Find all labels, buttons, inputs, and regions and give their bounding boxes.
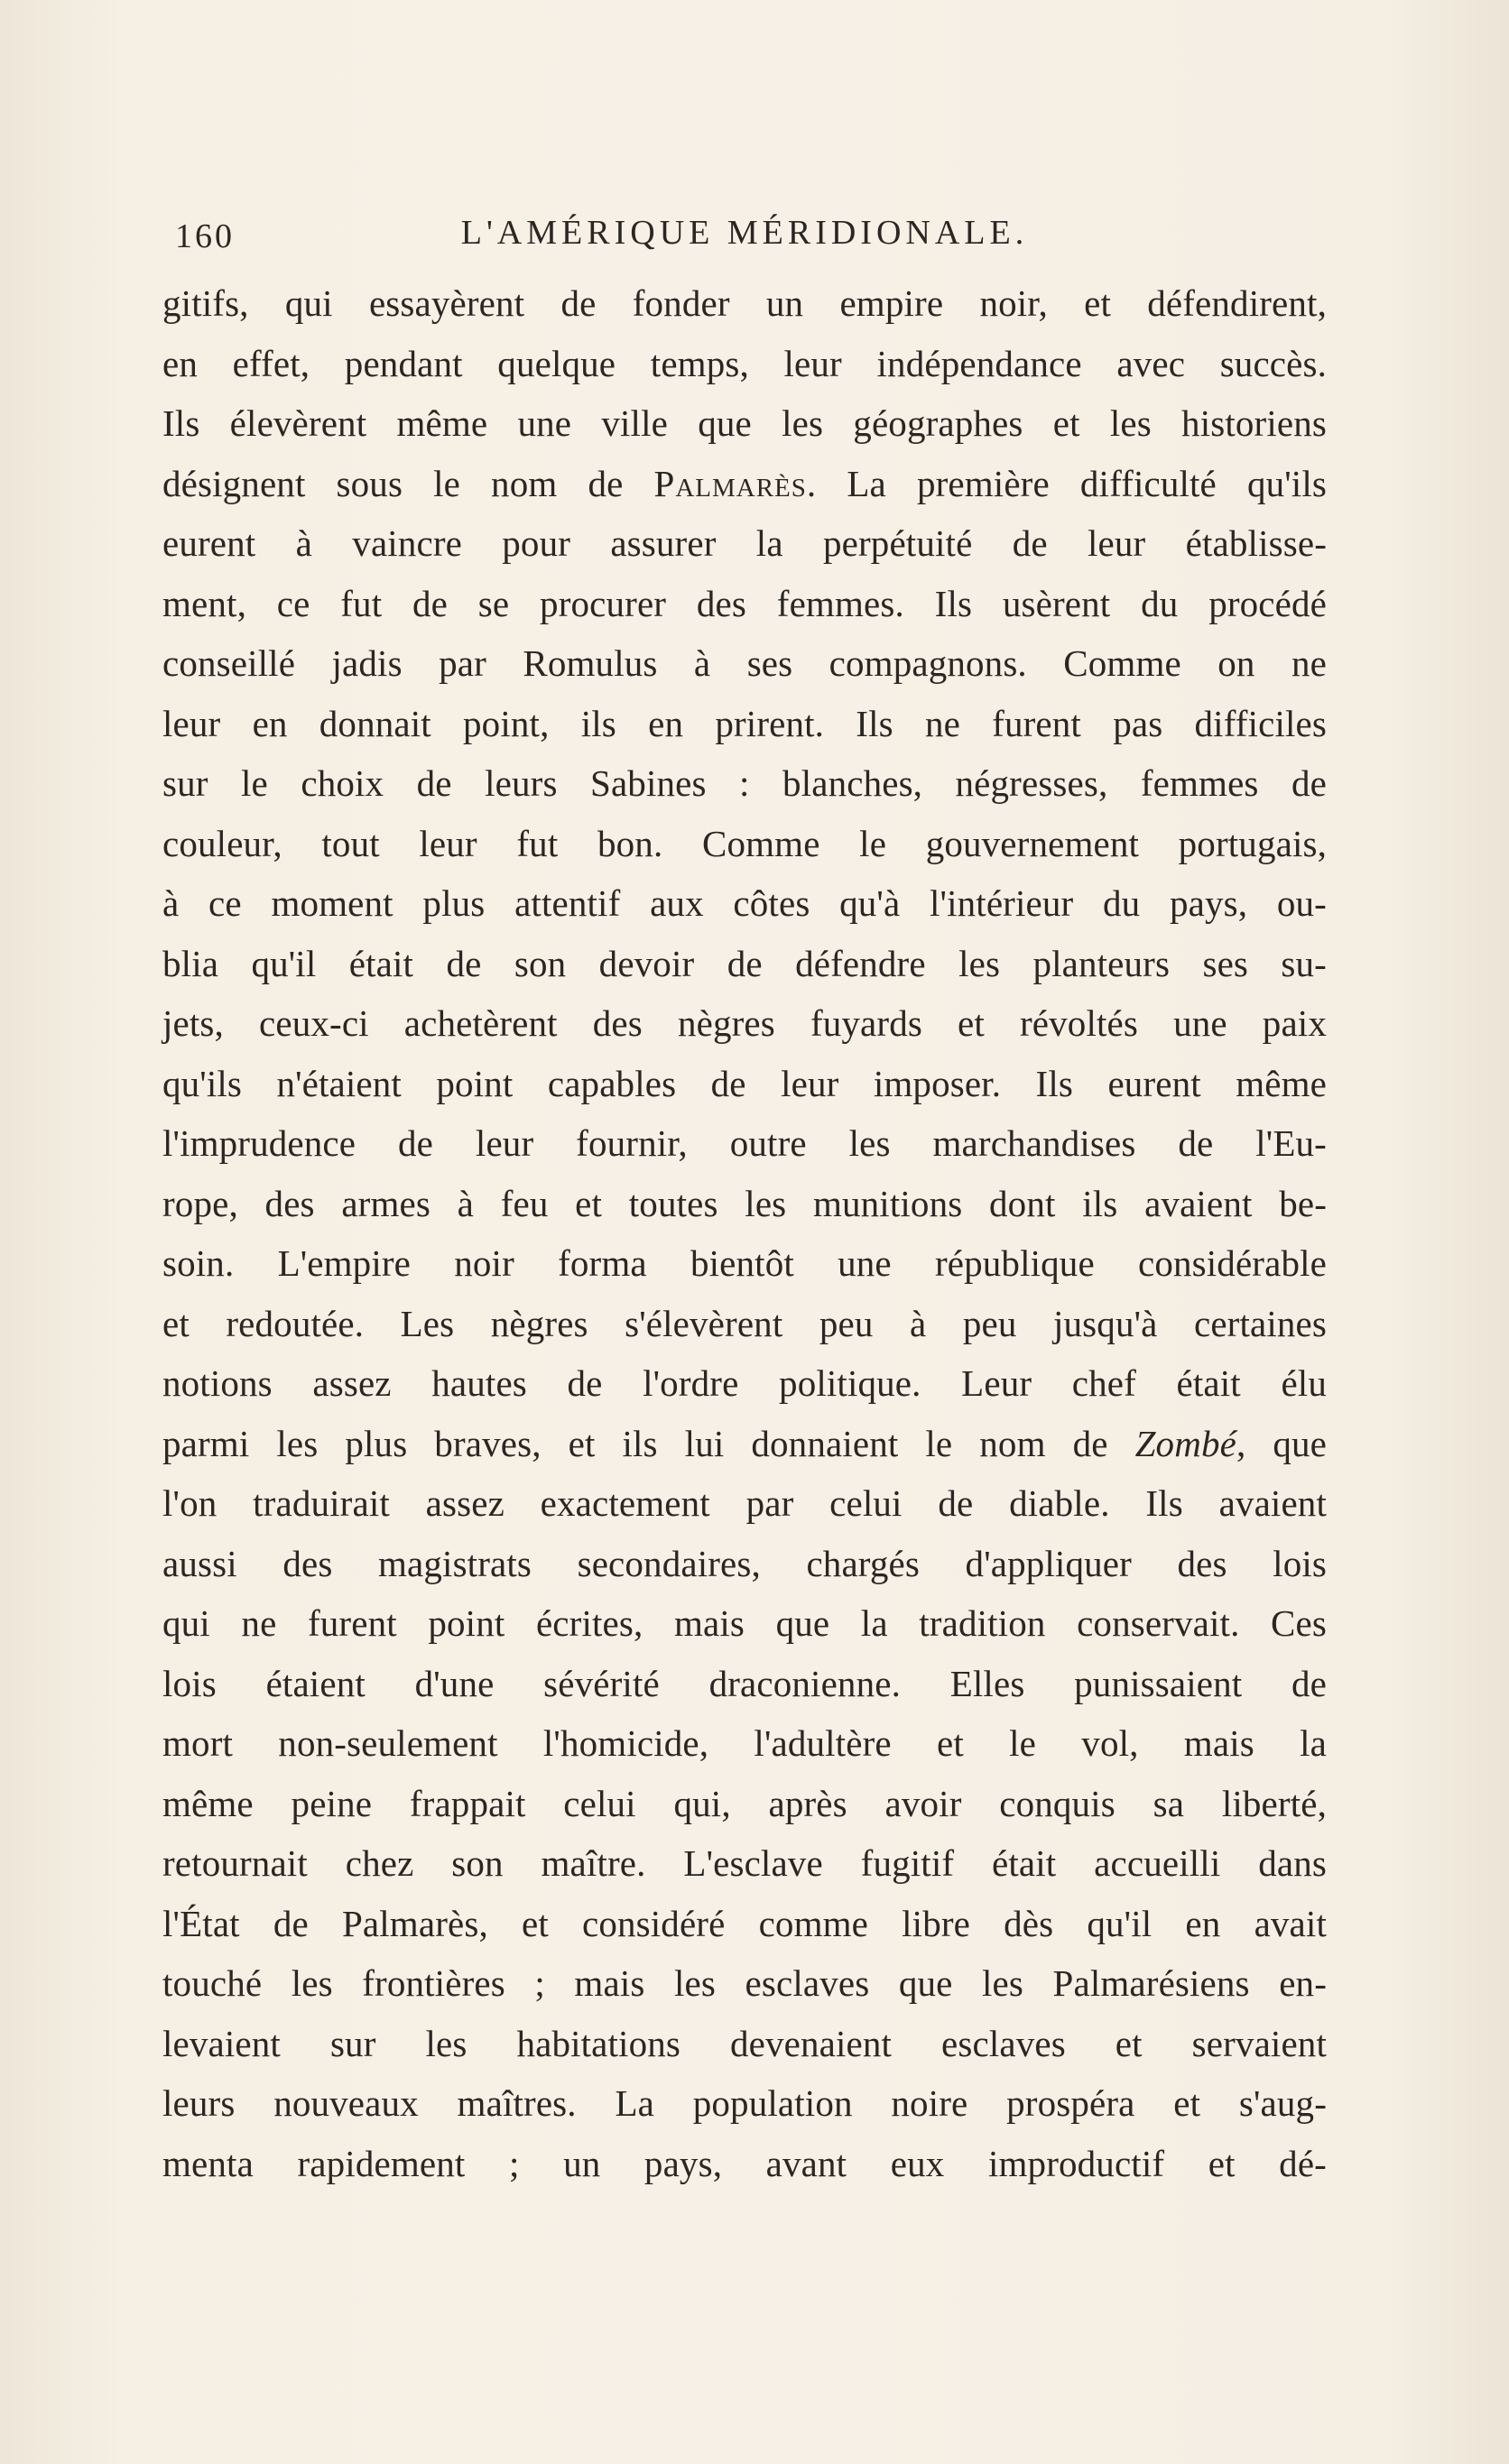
text-line: leur en donnait point, ils en prirent. Ils ne furent pas difficiles bbox=[162, 702, 1327, 744]
text-line: aussi des magistrats secondaires, chargés d'appliquer des lois bbox=[162, 1542, 1327, 1584]
text-line: conseillé jadis par Romulus à ses compagnons. Comme on ne bbox=[162, 642, 1327, 684]
text-line: menta rapidement ; un pays, avant eux improductif et dé- bbox=[162, 2142, 1327, 2184]
text-line: eurent à vaincre pour assurer la perpétuité de leur établisse- bbox=[162, 522, 1327, 564]
running-title: L'AMÉRIQUE MÉRIDIONALE. bbox=[460, 214, 1029, 252]
text-segment: parmi les plus braves, et ils lui donnaient le nom de bbox=[162, 1422, 1135, 1464]
text-line: lois étaient d'une sévérité draconienne. Elles punissaient de bbox=[162, 1662, 1327, 1704]
text-line: touché les frontières ; mais les esclaves que les Palmarésiens en- bbox=[162, 1962, 1327, 2004]
text-line: jets, ceux-ci achetèrent des nègres fuyards et révoltés une paix bbox=[162, 1002, 1327, 1044]
palmares-smallcaps: Palmarès bbox=[653, 462, 807, 504]
text-line: mort non-seulement l'homicide, l'adultère et le vol, mais la bbox=[162, 1722, 1327, 1764]
zombe-italic: Zombé bbox=[1134, 1422, 1236, 1464]
text-line: leurs nouveaux maîtres. La population noire prospéra et s'aug- bbox=[162, 2082, 1327, 2124]
text-line: ment, ce fut de se procurer des femmes. Ils usèrent du procédé bbox=[162, 582, 1327, 624]
text-line: et redoutée. Les nègres s'élevèrent peu à peu jusqu'à certaines bbox=[162, 1302, 1327, 1344]
text-line: en effet, pendant quelque temps, leur indépendance avec succès. bbox=[162, 342, 1327, 384]
text-line: même peine frappait celui qui, après avoir conquis sa liberté, bbox=[162, 1782, 1327, 1824]
text-line: l'État de Palmarès, et considéré comme libre dès qu'il en avait bbox=[162, 1902, 1327, 1944]
text-line: rope, des armes à feu et toutes les munitions dont ils avaient be- bbox=[162, 1182, 1327, 1224]
text-line: qu'ils n'étaient point capables de leur imposer. Ils eurent même bbox=[162, 1062, 1327, 1104]
text-line: retournait chez son maître. L'esclave fugitif était accueilli dans bbox=[162, 1842, 1327, 1884]
text-segment: , que bbox=[1236, 1422, 1328, 1464]
text-line: blia qu'il était de son devoir de défendre les planteurs ses su- bbox=[162, 942, 1327, 984]
body-text bbox=[162, 273, 1327, 2193]
text-line: à ce moment plus attentif aux côtes qu'à l'intérieur du pays, ou- bbox=[162, 882, 1327, 924]
text-line: notions assez hautes de l'ordre politique. Leur chef était élu bbox=[162, 1362, 1327, 1404]
text-line: gitifs, qui essayèrent de fonder un empire noir, et défendirent, bbox=[162, 282, 1327, 324]
text-segment: . La première difficulté qu'ils bbox=[806, 462, 1327, 504]
text-line bbox=[162, 1414, 1327, 1474]
text-line: levaient sur les habitations devenaient esclaves et servaient bbox=[162, 2022, 1327, 2064]
text-line bbox=[162, 454, 1327, 514]
text-line: qui ne furent point écrites, mais que la tradition conservait. Ces bbox=[162, 1602, 1327, 1644]
text-line: soin. L'empire noir forma bientôt une république considérable bbox=[162, 1242, 1327, 1284]
text-line: sur le choix de leurs Sabines : blanches, négresses, femmes de bbox=[162, 762, 1327, 804]
text-line: l'imprudence de leur fournir, outre les marchandises de l'Eu- bbox=[162, 1122, 1327, 1164]
text-segment: désignent sous le nom de bbox=[162, 462, 654, 504]
page-number: 160 bbox=[175, 217, 235, 255]
page-header bbox=[162, 209, 1327, 263]
text-line: Ils élevèrent même une ville que les géographes et les historiens bbox=[162, 402, 1327, 444]
text-line: couleur, tout leur fut bon. Comme le gouvernement portugais, bbox=[162, 822, 1327, 864]
text-line: l'on traduirait assez exactement par celui de diable. Ils avaient bbox=[162, 1482, 1327, 1524]
